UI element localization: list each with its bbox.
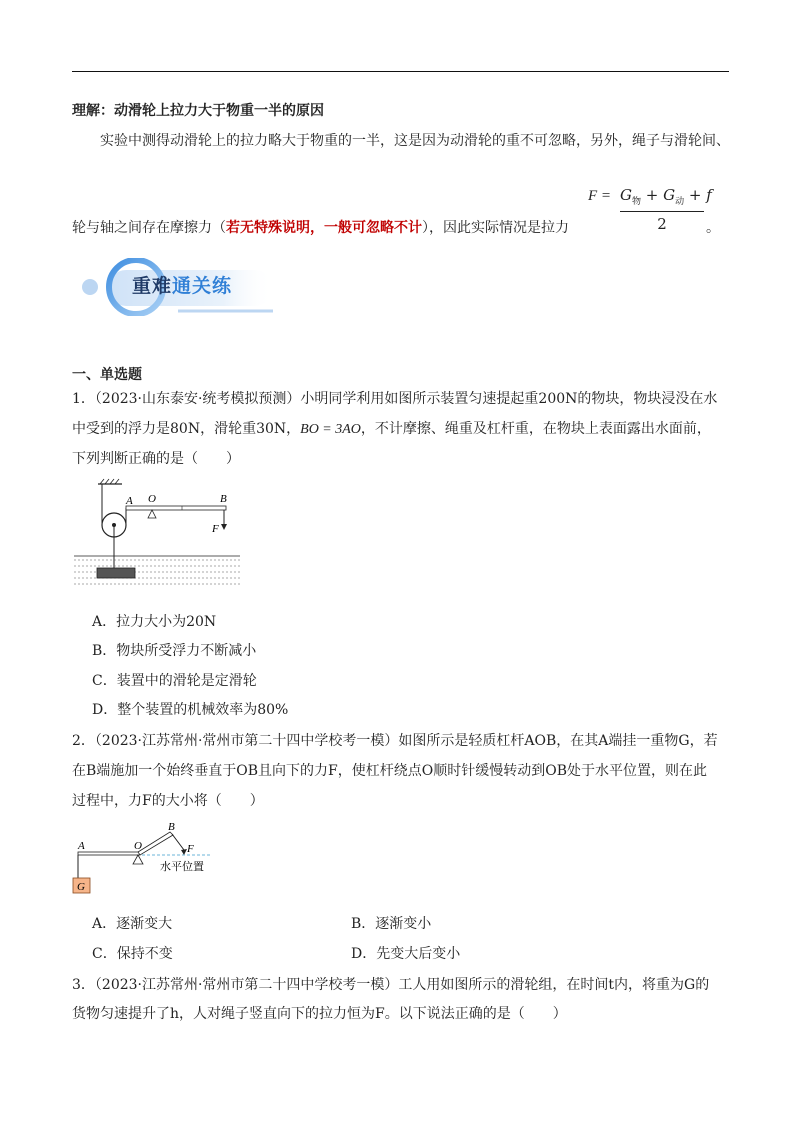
q2-fig-label-a: A [78,840,85,852]
q2-fig-label-f: F [187,843,194,855]
section-heading: 理解：动滑轮上拉力大于物重一半的原因 [72,103,324,119]
q2-figure [70,822,250,897]
q1-option-b[interactable]: B．物块所受浮力不断减小 [92,643,257,659]
q1-fig-label-f: F [212,523,219,535]
part-title: 一、单选题 [72,367,142,383]
q1-line-1: 1．（2023·山东泰安·统考模拟预测）小明同学利用如图所示装置匀速提起重200N的物块，物块浸没在水 [72,391,718,407]
q2-fig-label-o: O [134,840,142,852]
q2-option-d[interactable]: D．先变大后变小 [351,946,461,962]
q2-fig-label-g: G [77,881,85,893]
emphasis-note: 若无特殊说明，一般可忽略不计 [226,220,422,236]
q2-fig-label-horizontal: 水平位置 [160,861,204,873]
q1-fig-label-b: B [220,493,227,505]
q1-line-2: 中受到的浮力是80N，滑轮重30N，BO = 3AO，不计摩擦、绳重及杠杆重，在物块上表面露出水面前， [72,421,711,437]
q1-option-d[interactable]: D．整个装置的机械效率为80% [92,702,289,718]
q1-equation: BO = 3AO [300,422,361,437]
formula-numerator: $G_物 + G_动 + f$ [620,186,704,212]
q3-line-2: 货物匀速提升了h，人对绳子竖直向下的拉力恒为F。以下说法正确的是（ ） [72,1006,567,1022]
q2-option-c[interactable]: C．保持不变 [92,946,173,962]
q1-fig-label-o: O [148,493,156,505]
formula-denominator: 2 [657,215,667,233]
q1-figure [72,478,242,588]
q1-option-a[interactable]: A．拉力大小为20N [92,614,217,630]
q2-line-1: 2．（2023·江苏常州·常州市第二十四中学校考一模）如图所示是轻质杠杆AOB，在其A端挂一重物G，若 [72,733,718,749]
q2-line-2: 在B端施加一个始终垂直于OB且向下的力F，使杠杆绕点O顺时针缓慢转动到OB处于水平位置，则在此 [72,763,708,779]
q2-line-3: 过程中，力F的大小将（ ） [72,793,264,809]
header-rule [72,71,729,72]
q1-line-3: 下列判断正确的是（ ） [72,451,240,467]
q1-option-c[interactable]: C．装置中的滑轮是定滑轮 [92,673,257,689]
formula-lhs: F = [588,188,612,204]
paragraph-line-1: 实验中测得动滑轮上的拉力略大于物重的一半，这是因为动滑轮的重不可忽略，另外，绳子与滑轮间、 [100,133,730,149]
q1-fig-label-a: A [126,495,133,507]
q2-fig-label-b: B [168,822,175,833]
formula-fraction [620,186,712,233]
q2-option-a[interactable]: A．逐渐变大 [92,916,173,932]
banner-title: 重难通关练 [132,275,233,297]
q3-line-1: 3．（2023·江苏常州·常州市第二十四中学校考一模）工人用如图所示的滑轮组，在时间t内，将重为G的 [72,977,710,993]
formula-period: 。 [706,220,720,236]
paragraph-line-2: 轮与轴之间存在摩擦力（若无特殊说明，一般可忽略不计），因此实际情况是拉力 [72,220,569,236]
q2-option-b[interactable]: B．逐渐变小 [351,916,432,932]
